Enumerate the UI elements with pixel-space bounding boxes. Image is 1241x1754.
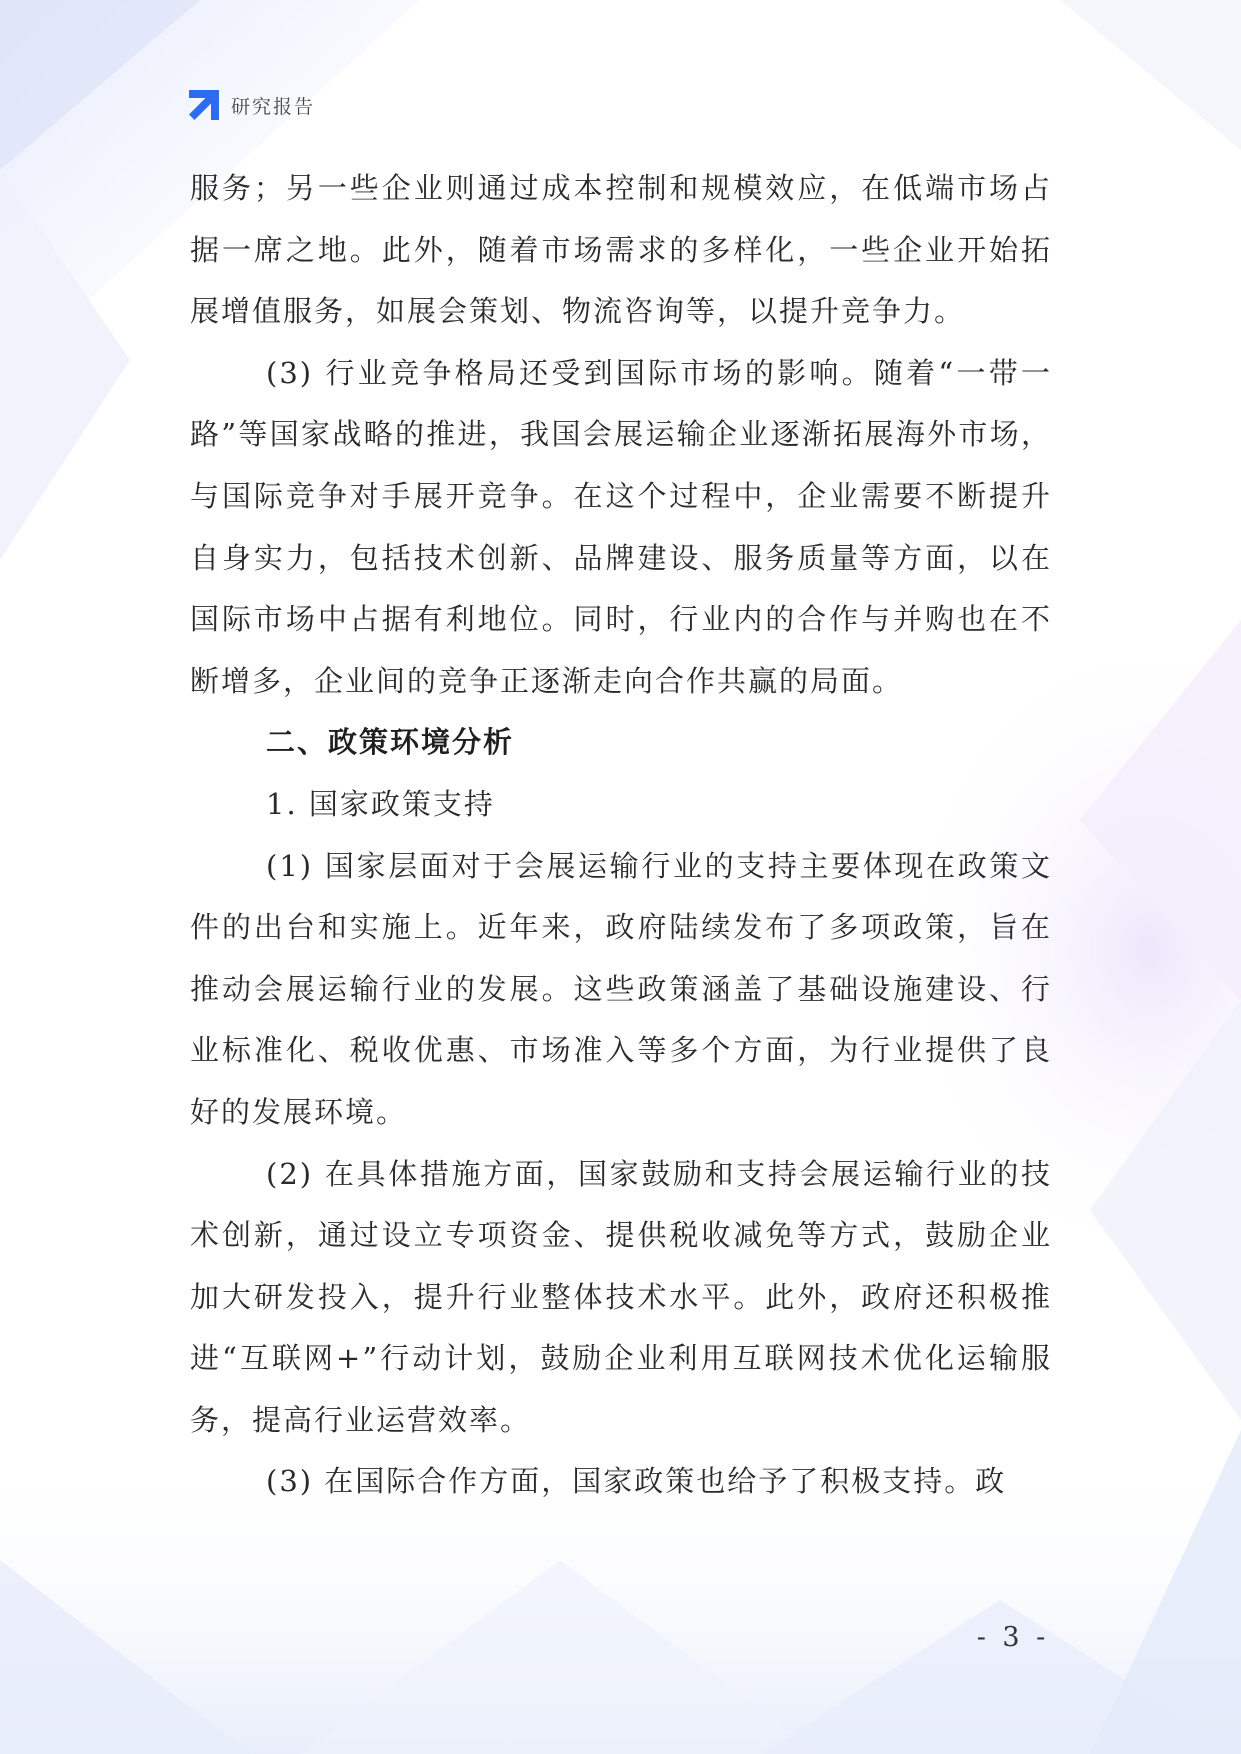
header-title: 研究报告 — [231, 95, 316, 118]
body-paragraph: (3) 行业竞争格局还受到国际市场的影响。随着“一带一路”等国家战略的推进，我国会展运输企业逐渐拓展海外市场，与国际竞争对手展开竞争。在这个过程中，企业需要不断提升自身实力，包括技术创新、品牌建设、服务质量等方面，以在国际市场中占据有利地位。同时，行业内的合作与并购也在不断增多，企业间的竞争正逐渐走向合作共赢的局面。 — [190, 355, 1052, 698]
subsection-heading: 1. 国家政策支持 — [266, 786, 495, 821]
report-header — [187, 88, 315, 122]
body-paragraph: (1) 国家层面对于会展运输行业的支持主要体现在政策文件的出台和实施上。近年来，政府陆续发布了多项政策，旨在推动会展运输行业的发展。这些政策涵盖了基础设施建设、行业标准化、税收优惠、市场准入等多个方面，为行业提供了良好的发展环境。 — [190, 848, 1052, 1129]
section-heading: 二、政策环境分析 — [266, 725, 515, 760]
diagonal-arrow-icon — [187, 88, 221, 122]
body-paragraph: (3) 在国际合作方面，国家政策也给予了积极支持。政 — [266, 1464, 1007, 1499]
page-number: - 3 - — [976, 1622, 1050, 1653]
body-paragraph: 服务；另一些企业则通过成本控制和规模效应，在低端市场占据一席之地。此外，随着市场需求的多样化，一些企业开始拓展增值服务，如展会策划、物流咨询等，以提升竞争力。 — [190, 171, 1052, 329]
document-body — [190, 158, 1052, 1513]
body-paragraph: (2) 在具体措施方面，国家鼓励和支持会展运输行业的技术创新，通过设立专项资金、提供税收减免等方式，鼓励企业加大研发投入，提升行业整体技术水平。此外，政府还积极推进“互联网+”行动计划，鼓励企业利用互联网技术优化运输服务，提高行业运营效率。 — [190, 1156, 1052, 1437]
